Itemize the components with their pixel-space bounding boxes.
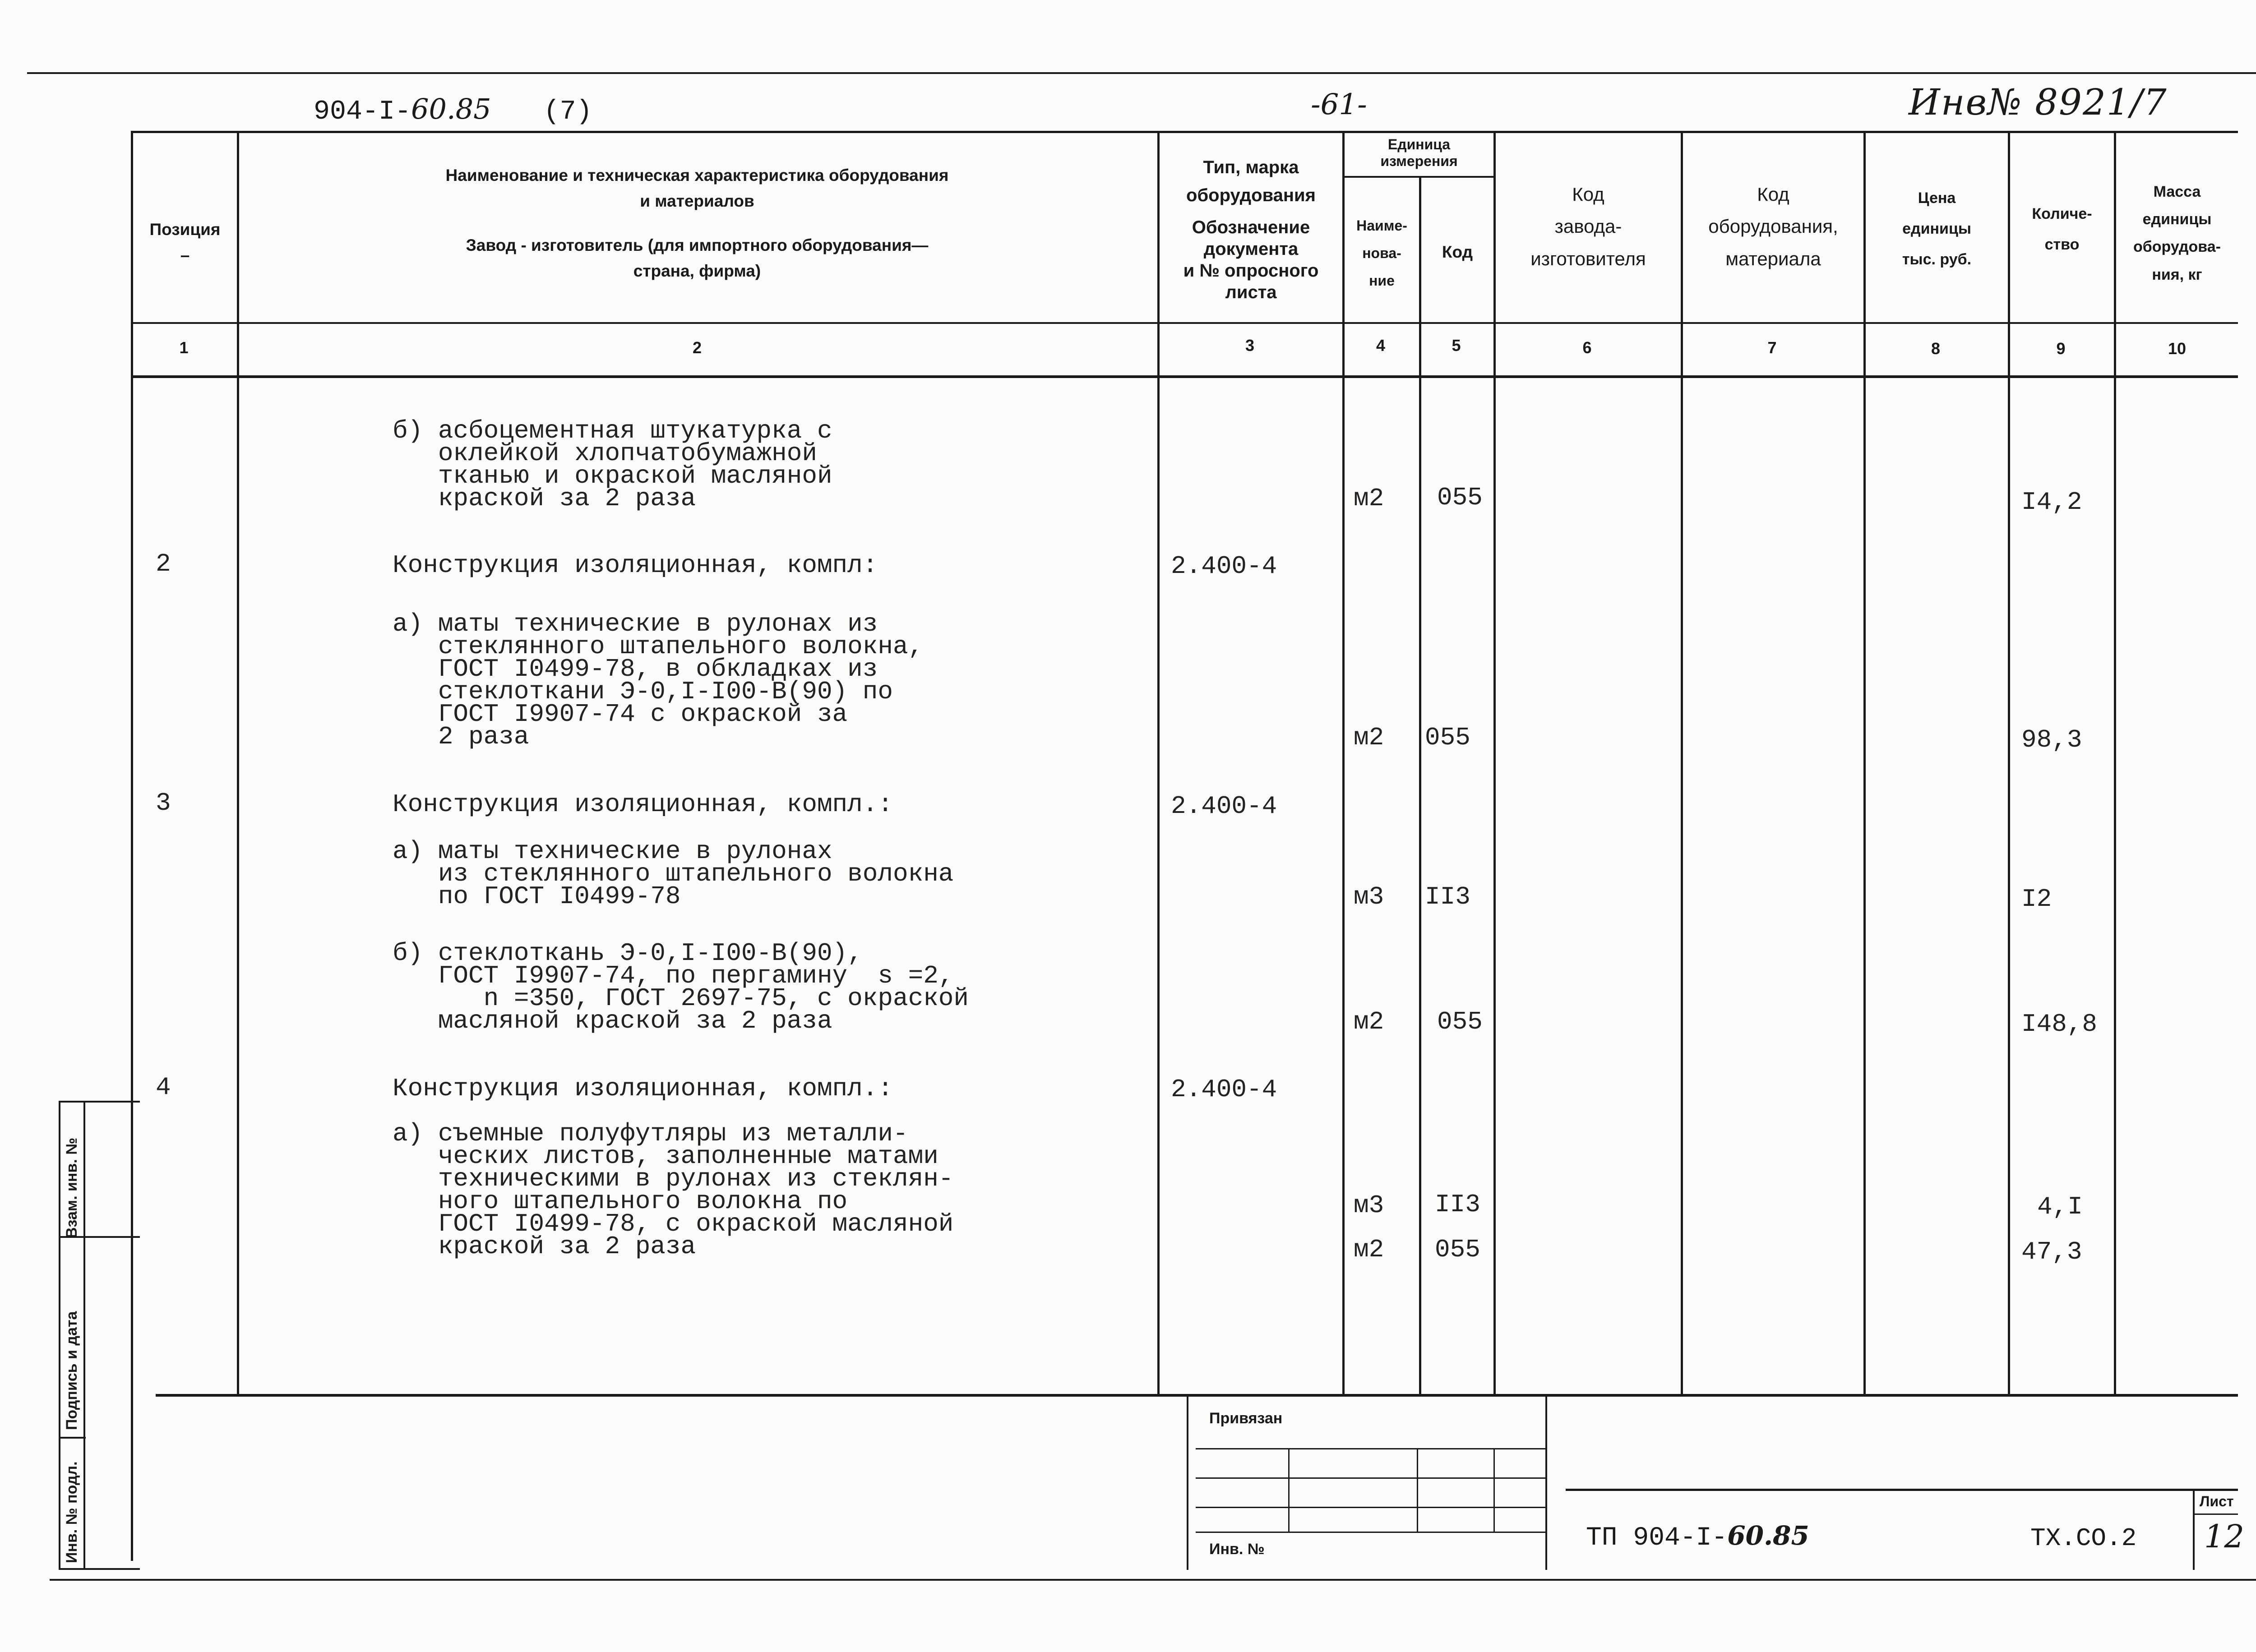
header-type-line2: Обозначение документа и № опросного листа	[1183, 217, 1319, 302]
row-5-text: б) стеклоткань Э-0,I-I00-В(90), ГОСТ I9907-74, по пергамину s =2, n =350, ГОСТ 2697-75, с окраской масляной краской за 2 раза	[393, 939, 969, 1035]
colnum-6: 6	[1582, 338, 1592, 357]
row-4-text: а) маты технические в рулонах из стеклянного штапельного волокна по ГОСТ I0499-78	[393, 837, 954, 911]
stamp-doc-ref-typed: ТП 904-I-	[1586, 1523, 1728, 1553]
row-5-code: 055	[1437, 1007, 1483, 1036]
stamp-doc-ref	[1586, 1520, 1809, 1553]
row-2-qty: 98,3	[2021, 725, 2082, 754]
doc-code-handwritten: 60.85	[411, 92, 491, 125]
row-1-text: Конструкция изоляционная, компл:	[393, 551, 878, 580]
col-sep-9	[2114, 131, 2116, 1394]
stamp-top-line	[1566, 1489, 2238, 1491]
inv-number-label: Инв. №	[1209, 1541, 1265, 1558]
header-unit-name: Наиме- нова- ние	[1356, 217, 1407, 289]
doc-part: (7)	[543, 97, 592, 127]
row-2-unit: м2	[1354, 723, 1384, 752]
footer-top-line	[156, 1394, 2238, 1397]
side-stamp-sep2	[59, 1437, 86, 1439]
row-4-unit: м3	[1354, 882, 1384, 911]
row-7-text: а) съемные полуфутляры из металли- ческих листов, заполненные матами техническими в рулонах из стеклян- ного штапельного волокна по ГОСТ I0499-78, с окраской масляной краской за 2 раза	[393, 1119, 954, 1261]
linked-grid-h4	[1196, 1532, 1545, 1533]
side-stamp-bottom	[59, 1568, 140, 1570]
row-6-type: 2.400-4	[1171, 1075, 1277, 1104]
row-0-code: 055	[1437, 483, 1483, 512]
row-1-type: 2.400-4	[1171, 552, 1277, 581]
linked-grid-h2	[1196, 1477, 1545, 1479]
row-8-code: 055	[1435, 1235, 1480, 1264]
page-number: -61-	[1311, 88, 1367, 121]
row-0-unit: м2	[1354, 484, 1384, 513]
row-7-code: II3	[1435, 1190, 1480, 1219]
row-7-unit: м3	[1354, 1191, 1384, 1220]
colnum-bottom-line	[131, 375, 2238, 378]
header-type-line1: Тип, марка оборудования	[1186, 157, 1316, 205]
col-sep-5	[1493, 131, 1496, 1394]
col-sep-8	[2008, 131, 2010, 1394]
header-unit-code: Код	[1442, 243, 1473, 261]
colnum-2: 2	[692, 338, 702, 357]
header-bottom-line	[131, 322, 2238, 324]
row-5-qty: I48,8	[2021, 1010, 2098, 1038]
linked-label: Привязан	[1209, 1410, 1283, 1427]
stamp-sheet-label: Лист	[2200, 1493, 2234, 1509]
row-7-qty: 4,I	[2037, 1192, 2083, 1221]
row-5-unit: м2	[1354, 1007, 1384, 1036]
col-sep-4	[1419, 176, 1421, 1394]
col-sep-2	[1157, 131, 1160, 1394]
inventory-stamp: Инв№ 8921/7	[1909, 81, 2168, 123]
header-position: Позиция –	[149, 220, 221, 265]
col-sep-3	[1342, 131, 1345, 1394]
col-sep-7	[1863, 131, 1866, 1394]
header-unit-group: Единица измерения	[1380, 136, 1458, 169]
side-replace-inv: Взам. инв. №	[63, 1137, 80, 1238]
linked-block-right	[1545, 1394, 1547, 1570]
stamp-sheet-code: ТХ.СО.2	[2030, 1524, 2137, 1553]
colnum-5: 5	[1452, 336, 1461, 355]
linked-grid-v2	[1417, 1448, 1418, 1532]
side-sign-date: Подпись и дата	[63, 1311, 80, 1430]
side-stamp-top	[59, 1101, 140, 1103]
stamp-sheet-line	[2193, 1514, 2238, 1515]
stamp-doc-ref-hand: 60.85	[1727, 1520, 1809, 1551]
stamp-sheet-number: 12	[2204, 1518, 2245, 1555]
col-sep-6	[1681, 131, 1683, 1394]
colnum-8: 8	[1931, 339, 1941, 358]
linked-grid-h1	[1196, 1448, 1545, 1449]
header-price: Цена единицы тыс. руб.	[1902, 189, 1972, 268]
colnum-9: 9	[2056, 339, 2066, 358]
top-border	[27, 72, 2256, 74]
side-stamp-mid	[83, 1101, 85, 1570]
linked-grid-v3	[1493, 1448, 1495, 1532]
row-8-qty: 47,3	[2021, 1237, 2082, 1266]
row-1-pos: 2	[156, 549, 171, 578]
document-code	[314, 92, 592, 127]
row-8-unit: м2	[1354, 1235, 1384, 1264]
header-top-line	[131, 131, 2238, 133]
linked-block-left	[1187, 1394, 1188, 1570]
colnum-1: 1	[179, 338, 189, 357]
row-3-text: Конструкция изоляционная, компл.:	[393, 790, 893, 819]
header-mass: Масса единицы оборудова- ния, кг	[2133, 183, 2221, 283]
unit-group-line	[1342, 176, 1493, 178]
doc-code-typed: 904-I-	[314, 97, 411, 127]
side-inv-original: Инв. № подл.	[63, 1461, 80, 1563]
header-name-line2: Завод - изготовитель (для импортного оборудования— страна, фирма)	[466, 236, 929, 281]
row-4-qty: I2	[2021, 885, 2052, 914]
header-factory-code: Код завода- изготовителя	[1530, 184, 1646, 269]
row-2-text: а) маты технические в рулонах из стеклянного штапельного волокна, ГОСТ I0499-78, в обкладках из стеклоткани Э-0,I-I00-В(90) по ГОСТ I9907-74 с окраской за 2 раза	[393, 609, 924, 751]
side-stamp-left	[59, 1101, 60, 1570]
header-material-code: Код оборудования, материала	[1708, 184, 1838, 269]
row-3-pos: 3	[156, 789, 171, 817]
row-0-text: б) асбоцементная штукатурка с оклейкой хлопчатобумажной тканью и окраской масляной краской за 2 раза	[393, 416, 832, 513]
col-sep-1	[237, 131, 239, 1394]
row-3-type: 2.400-4	[1171, 792, 1277, 821]
stamp-sheet-sep	[2193, 1489, 2195, 1570]
colnum-4: 4	[1376, 336, 1386, 355]
colnum-10: 10	[2168, 339, 2187, 358]
row-6-text: Конструкция изоляционная, компл.:	[393, 1074, 893, 1103]
bottom-border	[50, 1579, 2256, 1581]
row-6-pos: 4	[156, 1073, 171, 1102]
colnum-3: 3	[1245, 336, 1255, 355]
linked-grid-v1	[1288, 1448, 1290, 1532]
header-quantity: Количе- ство	[2032, 205, 2092, 253]
colnum-7: 7	[1767, 338, 1777, 357]
linked-grid-h3	[1196, 1507, 1545, 1508]
row-4-code: II3	[1425, 882, 1470, 911]
row-0-qty: I4,2	[2021, 488, 2082, 517]
header-name-line1: Наименование и техническая характеристика оборудования и материалов	[445, 166, 949, 211]
row-2-code: 055	[1425, 723, 1470, 752]
